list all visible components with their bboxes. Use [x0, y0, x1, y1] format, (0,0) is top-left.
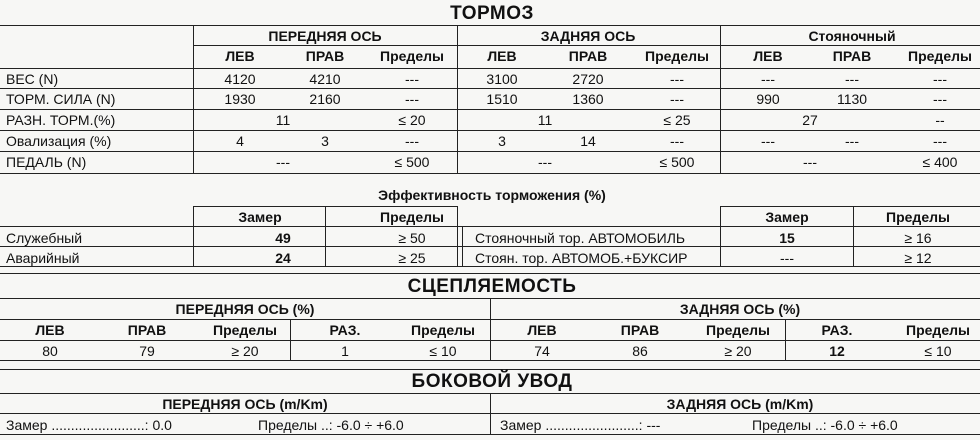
- adh-col-left: ЛЕВ: [527, 322, 557, 338]
- adh-front-limit: ≥ 20: [231, 343, 259, 359]
- divider: [490, 393, 491, 435]
- cell: 1130: [836, 91, 868, 107]
- side-slip-rear-title: ЗАДНЯЯ ОСЬ (m/Km): [666, 396, 814, 412]
- col-left: ЛЕВ: [487, 48, 517, 64]
- adh-col-limits: Пределы: [213, 322, 277, 338]
- divider: [490, 298, 491, 360]
- eff-col-measure: Замер: [765, 209, 809, 225]
- col-right: ПРАВ: [305, 48, 345, 64]
- divider: [0, 151, 980, 152]
- parking-trailer-value: ---: [780, 250, 794, 266]
- rear-axle-header: ЗАДНЯЯ ОСЬ: [540, 28, 636, 44]
- divider: [0, 369, 980, 370]
- cell: 2160: [309, 91, 341, 107]
- row-label-weight: ВЕС (N): [6, 71, 59, 87]
- cell: ---: [405, 91, 419, 107]
- cell: 3100: [486, 71, 518, 87]
- adh-col-diff: РАЗ.: [821, 322, 853, 338]
- adh-col-limits: Пределы: [411, 322, 475, 338]
- cell: ---: [670, 91, 684, 107]
- eff-col-measure: Замер: [238, 209, 282, 225]
- cell: 1930: [224, 91, 256, 107]
- adh-rear-diff: 12: [829, 343, 845, 359]
- col-left: ЛЕВ: [753, 48, 783, 64]
- cell: ≤ 500: [659, 154, 695, 170]
- divider: [0, 246, 980, 247]
- adh-col-limits: Пределы: [906, 322, 970, 338]
- adh-col-right: ПРАВ: [127, 322, 167, 338]
- adh-front-diff: 1: [341, 343, 349, 359]
- divider: [0, 25, 980, 26]
- divider: [853, 206, 854, 266]
- parking-trailer-label: Стоян. тор. АВТОМОБ.+БУКСИР: [475, 250, 688, 266]
- cell: 11: [537, 112, 553, 128]
- cell: 1510: [486, 91, 518, 107]
- col-left: ЛЕВ: [225, 48, 255, 64]
- cell: ---: [933, 71, 947, 87]
- emergency-brake-label: Аварийный: [6, 250, 80, 266]
- col-limits: Пределы: [908, 48, 972, 64]
- parking-trailer-limit: ≥ 12: [904, 250, 932, 266]
- parking-vehicle-limit: ≥ 16: [904, 230, 932, 246]
- eff-col-limits: Пределы: [380, 209, 444, 225]
- divider: [0, 266, 980, 267]
- eff-col-limits: Пределы: [886, 209, 950, 225]
- cell: ---: [276, 154, 290, 170]
- cell: --: [935, 112, 945, 128]
- row-label-ovality: Овализация (%): [6, 133, 112, 149]
- service-brake-limit: ≥ 50: [398, 230, 426, 246]
- col-limits: Пределы: [645, 48, 709, 64]
- divider: [0, 360, 980, 361]
- front-limits-label: Пределы ..: -6.0 ÷ +6.0: [258, 417, 404, 433]
- adh-col-left: ЛЕВ: [35, 322, 65, 338]
- adh-col-right: ПРАВ: [620, 322, 660, 338]
- parking-vehicle-value: 15: [779, 230, 795, 246]
- divider: [0, 109, 980, 110]
- divider: [0, 319, 980, 320]
- cell: ---: [670, 71, 684, 87]
- divider: [325, 206, 326, 266]
- emergency-brake-value: 24: [275, 250, 291, 266]
- front-axle-header: ПЕРЕДНЯЯ ОСЬ: [268, 28, 382, 44]
- cell: ---: [933, 133, 947, 149]
- row-label-brake-diff: РАЗН. ТОРМ.(%): [6, 112, 116, 128]
- cell: 4: [236, 133, 244, 149]
- cell: ---: [761, 71, 775, 87]
- cell: 990: [756, 91, 780, 107]
- cell: ---: [803, 154, 817, 170]
- cell: ---: [538, 154, 552, 170]
- cell: ≤ 25: [663, 112, 691, 128]
- front-measure-label: Замер ........................: 0.0: [6, 417, 172, 433]
- adh-col-diff: РАЗ.: [329, 322, 361, 338]
- rear-measure-label: Замер ........................: ---: [500, 417, 661, 433]
- cell: ---: [761, 133, 775, 149]
- row-label-brake-force: ТОРМ. СИЛА (N): [6, 91, 116, 107]
- adh-rear-limit: ≥ 20: [724, 343, 752, 359]
- divider: [0, 130, 980, 131]
- row-label-pedal: ПЕДАЛЬ (N): [6, 154, 87, 170]
- divider: [0, 434, 980, 435]
- parking-header: Стояночный: [808, 28, 896, 44]
- divider: [193, 206, 194, 266]
- service-brake-label: Служебный: [6, 230, 83, 246]
- cell: 11: [275, 112, 291, 128]
- divider: [0, 340, 980, 341]
- adh-front-right: 79: [139, 343, 155, 359]
- cell: ---: [845, 71, 859, 87]
- divider: [720, 206, 980, 207]
- side-slip-front-title: ПЕРЕДНЯЯ ОСЬ (m/Km): [162, 396, 328, 412]
- cell: 27: [802, 112, 818, 128]
- cell: ---: [933, 91, 947, 107]
- divider: [0, 173, 980, 174]
- cell: ---: [670, 133, 684, 149]
- divider: [457, 206, 458, 266]
- cell: 3: [321, 133, 329, 149]
- cell: 4120: [224, 71, 256, 87]
- divider: [720, 206, 721, 266]
- side-slip-title: БОКОВОЙ УВОД: [411, 371, 573, 392]
- cell: 4210: [309, 71, 341, 87]
- col-right: ПРАВ: [832, 48, 872, 64]
- emergency-brake-limit: ≥ 25: [398, 250, 426, 266]
- adh-col-limits: Пределы: [706, 322, 770, 338]
- cell: ---: [845, 133, 859, 149]
- adh-front-left: 80: [42, 343, 58, 359]
- service-brake-value: 49: [275, 230, 291, 246]
- col-limits: Пределы: [380, 48, 444, 64]
- adhesion-front-title: ПЕРЕДНЯЯ ОСЬ (%): [175, 301, 315, 317]
- cell: ≤ 20: [398, 112, 426, 128]
- brakes-title: ТОРМОЗ: [450, 3, 534, 24]
- cell: 14: [580, 133, 596, 149]
- adh-front-diff-limit: ≤ 10: [429, 343, 457, 359]
- divider: [193, 45, 980, 46]
- adh-rear-right: 86: [632, 343, 648, 359]
- cell: ---: [405, 133, 419, 149]
- adh-rear-diff-limit: ≤ 10: [924, 343, 952, 359]
- cell: 1360: [572, 91, 604, 107]
- divider: [0, 273, 980, 274]
- adhesion-rear-title: ЗАДНЯЯ ОСЬ (%): [679, 301, 801, 317]
- adh-rear-left: 74: [534, 343, 550, 359]
- adhesion-title: СЦЕПЛЯЕМОСТЬ: [407, 276, 577, 297]
- cell: ≤ 500: [394, 154, 430, 170]
- rear-limits-label: Пределы ..: -6.0 ÷ +6.0: [752, 417, 898, 433]
- divider: [0, 68, 980, 69]
- cell: 3: [498, 133, 506, 149]
- divider: [0, 413, 980, 414]
- divider: [0, 88, 980, 89]
- cell: ---: [405, 71, 419, 87]
- cell: 2720: [572, 71, 604, 87]
- parking-vehicle-label: Стояночный тор. АВТОМОБИЛЬ: [475, 230, 686, 246]
- cell: ≤ 400: [922, 154, 958, 170]
- efficiency-title: Эффективность торможения (%): [378, 187, 606, 203]
- divider: [0, 226, 980, 227]
- col-right: ПРАВ: [568, 48, 608, 64]
